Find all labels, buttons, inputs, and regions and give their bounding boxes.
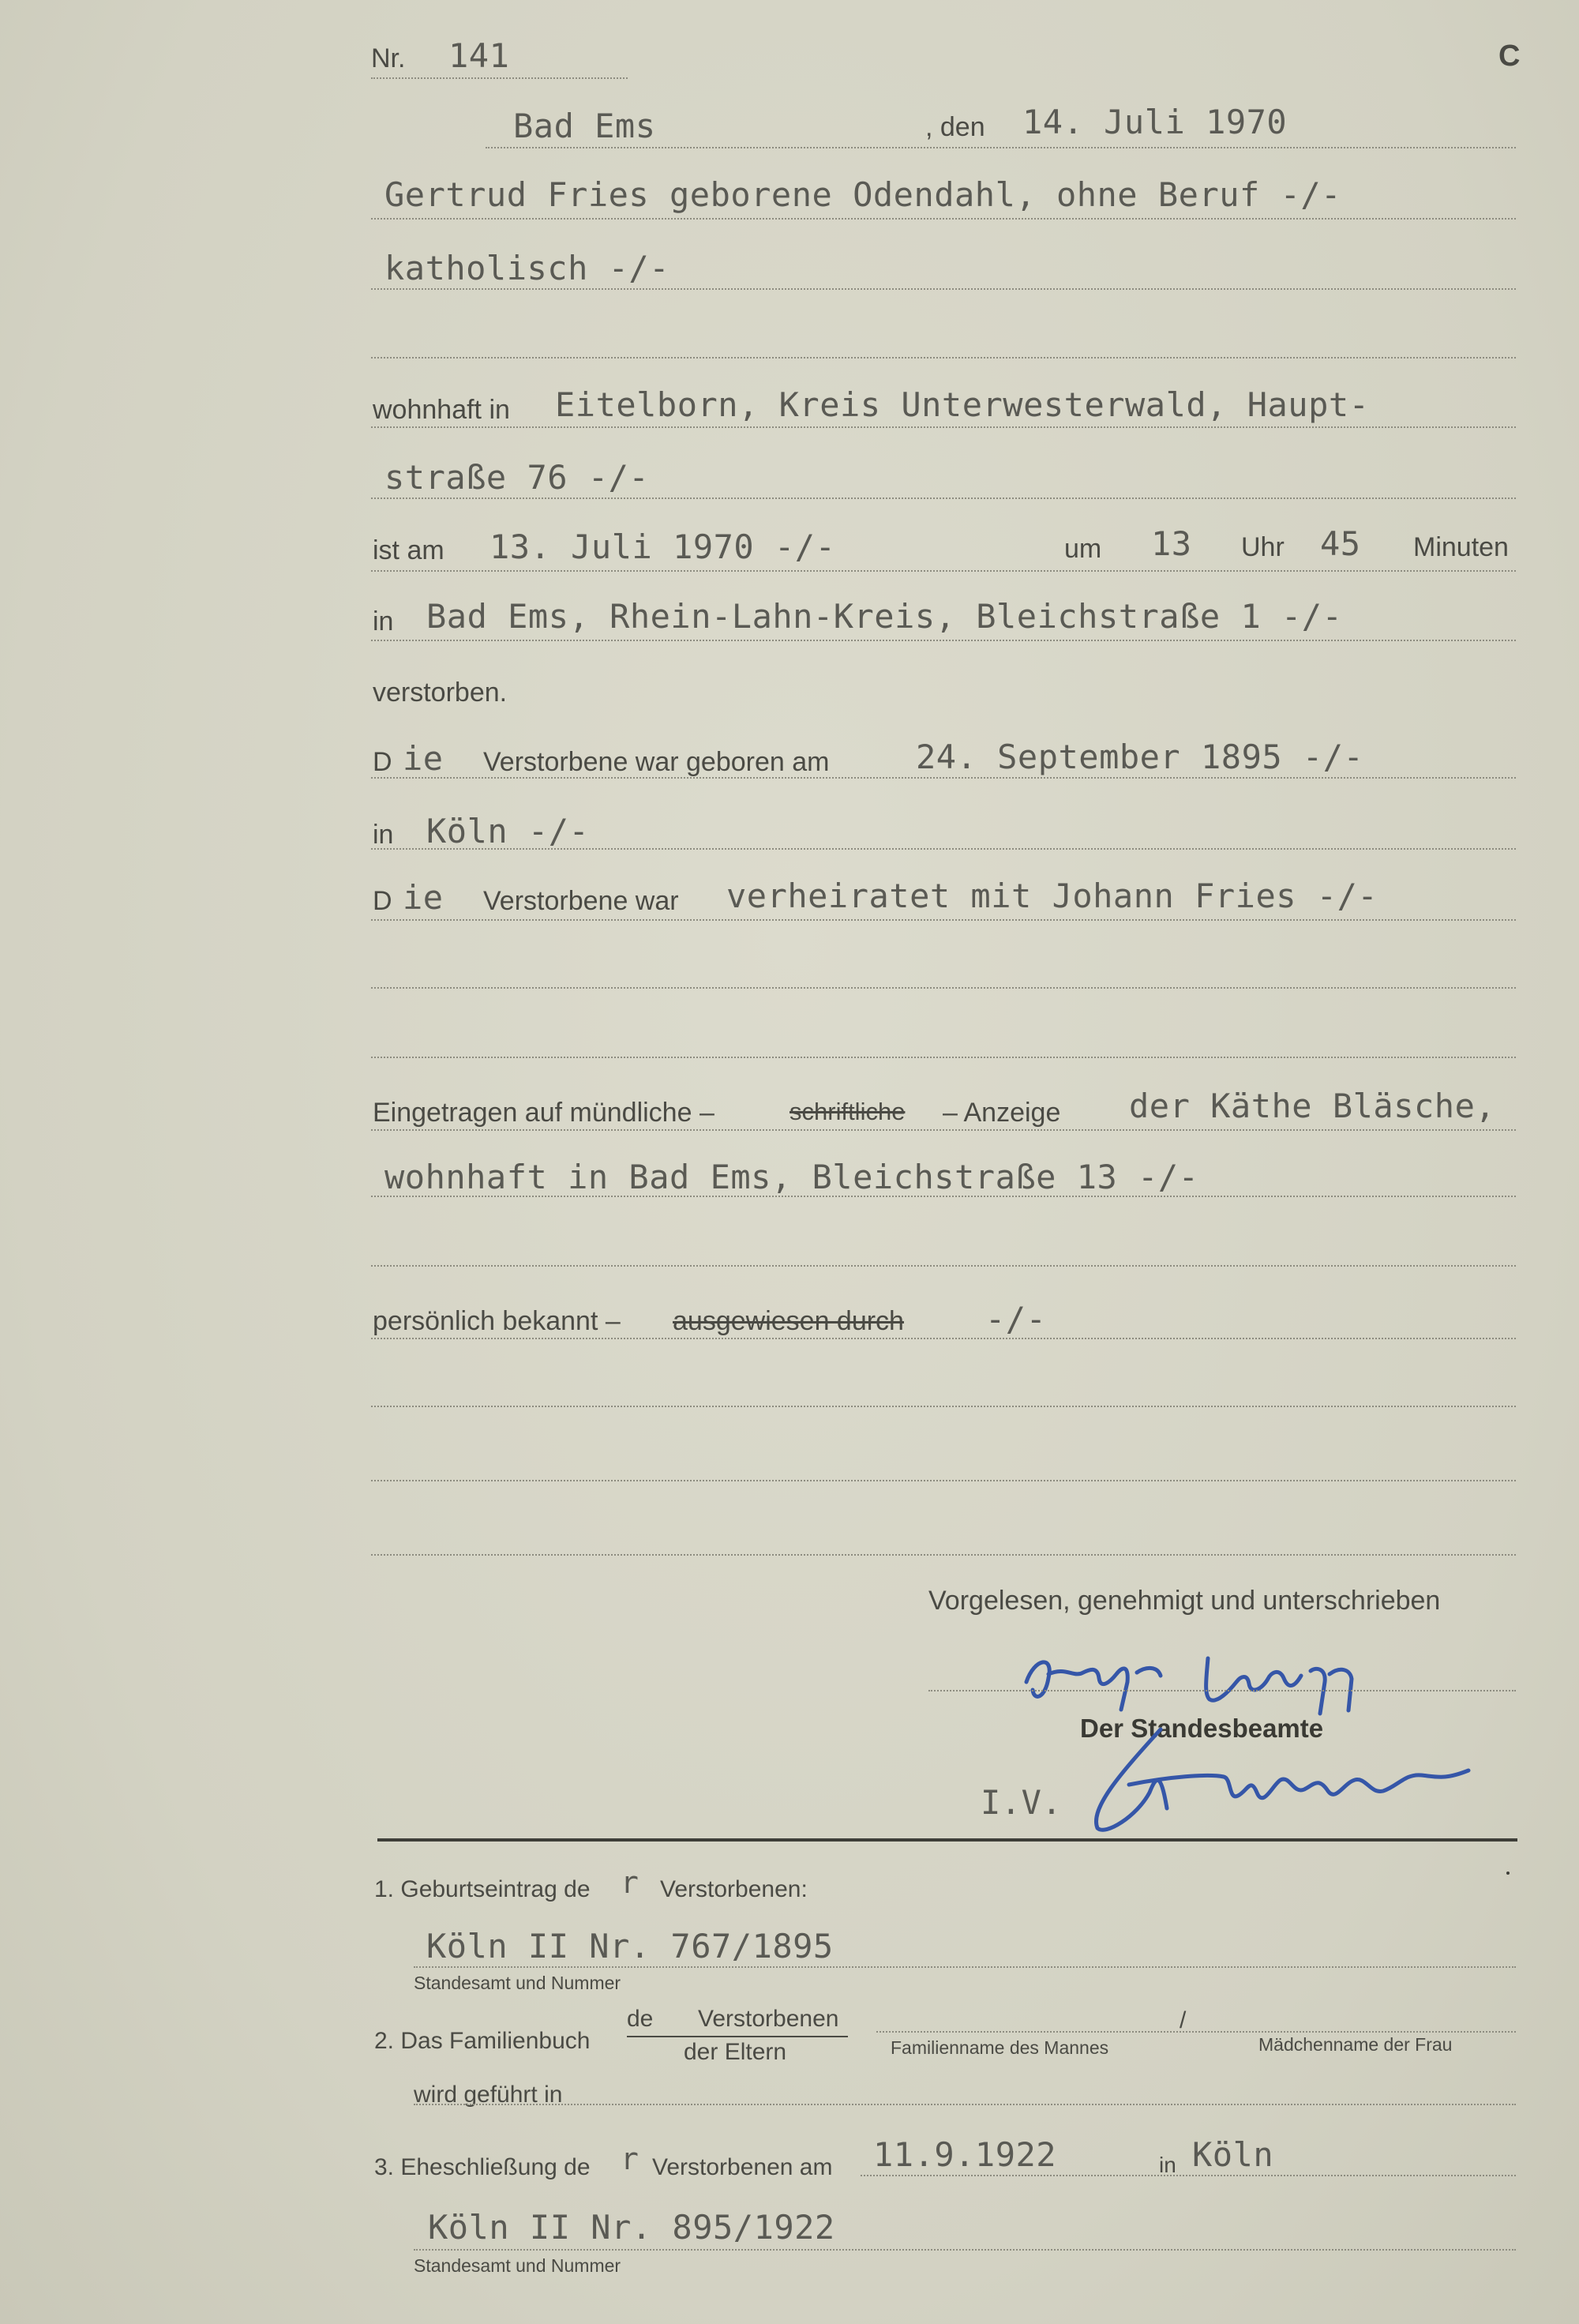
date-value: 14. Juli 1970 (1022, 103, 1288, 141)
marriage-d-suffix: ie (403, 878, 444, 917)
place-date-line (486, 147, 1516, 148)
nr-line (371, 77, 628, 79)
blank-rule-2 (371, 987, 1516, 989)
report-label-start: Eingetragen auf mündliche – (373, 1098, 714, 1128)
note3-date-rule (861, 2175, 1516, 2176)
iv-label: I.V. (981, 1783, 1063, 1822)
blank-rule-6 (371, 1480, 1516, 1481)
corner-letter: C (1498, 39, 1521, 73)
note2-caption-man: Familienname des Mannes (891, 2037, 1109, 2058)
birth-date: 24. September 1895 -/- (916, 738, 1364, 776)
note2-name-rule (876, 2031, 1516, 2033)
person-line2: katholisch -/- (384, 249, 670, 287)
blank-rule-7 (371, 1554, 1516, 1556)
registrar-label: Der Standesbeamte (1080, 1714, 1324, 1743)
report-value1: der Käthe Bläsche, (1129, 1087, 1496, 1125)
death-um-label: um (1064, 534, 1102, 564)
note1-value: Köln II Nr. 767/1895 (426, 1927, 834, 1965)
identity-label-struck: ausgewiesen durch (673, 1306, 904, 1336)
blank-rule-4 (371, 1265, 1516, 1267)
report-label-end: – Anzeige (943, 1098, 1061, 1128)
report-value2: wohnhaft in Bad Ems, Bleichstraße 13 -/- (384, 1158, 1199, 1196)
note2-wird-rule (414, 2104, 1516, 2105)
marriage-rule (371, 919, 1516, 921)
note2-eltern: der Eltern (684, 2039, 787, 2065)
note1-label: 1. Geburtseintrag de (374, 1876, 591, 1902)
note2-fraction-bar (627, 2036, 848, 2037)
death-place: Bad Ems, Rhein-Lahn-Kreis, Bleichstraße 1 -/- (426, 597, 1343, 636)
note1-rule (414, 1966, 1516, 1968)
death-in-label: in (373, 606, 394, 636)
note1-r: r (621, 1865, 639, 1900)
nr-value: 141 (448, 36, 510, 75)
note3-caption: Standesamt und Nummer (414, 2255, 621, 2276)
birth-d-prefix: D (373, 747, 392, 777)
birth-place-rule (371, 848, 1516, 850)
place-value: Bad Ems (513, 107, 656, 145)
registrar-signature (1074, 1698, 1484, 1840)
identity-rule (371, 1338, 1516, 1339)
note3-r: r (621, 2142, 639, 2176)
note3-label: 3. Eheschließung de (374, 2154, 591, 2180)
blank-rule-1 (371, 357, 1516, 359)
signature-rule (928, 1690, 1516, 1691)
ink-dot (1506, 1872, 1510, 1875)
marriage-label: Verstorbene war (483, 886, 679, 916)
birth-in-label: in (373, 820, 394, 850)
report-label-struck: schriftliche (790, 1098, 906, 1125)
residence-line1: Eitelborn, Kreis Unterwesterwald, Haupt- (555, 385, 1370, 424)
marriage-d-prefix: D (373, 886, 392, 916)
person-line1-rule (371, 218, 1516, 220)
note2-de: de (627, 2006, 654, 2032)
note1-label-end: Verstorbenen: (660, 1876, 808, 1902)
death-date: 13. Juli 1970 -/- (489, 527, 836, 566)
death-uhr-label: Uhr (1241, 532, 1285, 562)
identity-value: -/- (985, 1300, 1047, 1338)
death-verstorben-label: verstorben. (373, 678, 508, 708)
birth-label: Verstorbene war geboren am (483, 747, 830, 777)
blank-rule-3 (371, 1057, 1516, 1058)
residence-label: wohnhaft in (373, 395, 510, 425)
note1-caption: Standesamt und Nummer (414, 1973, 621, 1993)
death-minuten-label: Minuten (1413, 532, 1509, 562)
death-place-rule (371, 640, 1516, 641)
marriage-value: verheiratet mit Johann Fries -/- (726, 877, 1378, 915)
person-line1: Gertrud Fries geborene Odendahl, ohne Beruf -/- (384, 175, 1341, 214)
date-label: , den (925, 112, 985, 142)
blank-rule-5 (371, 1406, 1516, 1407)
report-rule-2 (371, 1196, 1516, 1197)
birth-date-rule (371, 777, 1516, 779)
death-minutes: 45 (1320, 524, 1361, 563)
person-line2-rule (371, 288, 1516, 290)
note3-label-end: Verstorbenen am (652, 2154, 833, 2180)
death-date-label: ist am (373, 535, 444, 565)
note3-value: Köln II Nr. 895/1922 (428, 2208, 835, 2247)
note3-place: Köln (1192, 2135, 1274, 2174)
residence-line2: straße 76 -/- (384, 458, 650, 497)
residence-line2-rule (371, 497, 1516, 499)
death-date-rule (371, 570, 1516, 572)
note3-in: in (1159, 2153, 1176, 2177)
note2-caption-woman: Mädchenname der Frau (1258, 2034, 1453, 2055)
birth-place: Köln -/- (426, 812, 590, 850)
nr-label: Nr. (371, 43, 406, 73)
note2-slash: / (1180, 2007, 1187, 2033)
closing-text: Vorgelesen, genehmigt und unterschrieben (928, 1586, 1441, 1616)
note2-wird: wird geführt in (414, 2082, 563, 2108)
note2-verstorbenen: Verstorbenen (698, 2006, 839, 2032)
note2-label: 2. Das Familienbuch (374, 2028, 591, 2054)
identity-label: persönlich bekannt – (373, 1306, 621, 1336)
note3-date: 11.9.1922 (873, 2135, 1057, 2174)
note3-rule (414, 2249, 1516, 2251)
residence-line1-rule (371, 426, 1516, 428)
birth-d-suffix: ie (403, 739, 444, 778)
section-divider (377, 1838, 1517, 1842)
report-rule-1 (371, 1129, 1516, 1131)
death-hour: 13 (1151, 524, 1192, 563)
